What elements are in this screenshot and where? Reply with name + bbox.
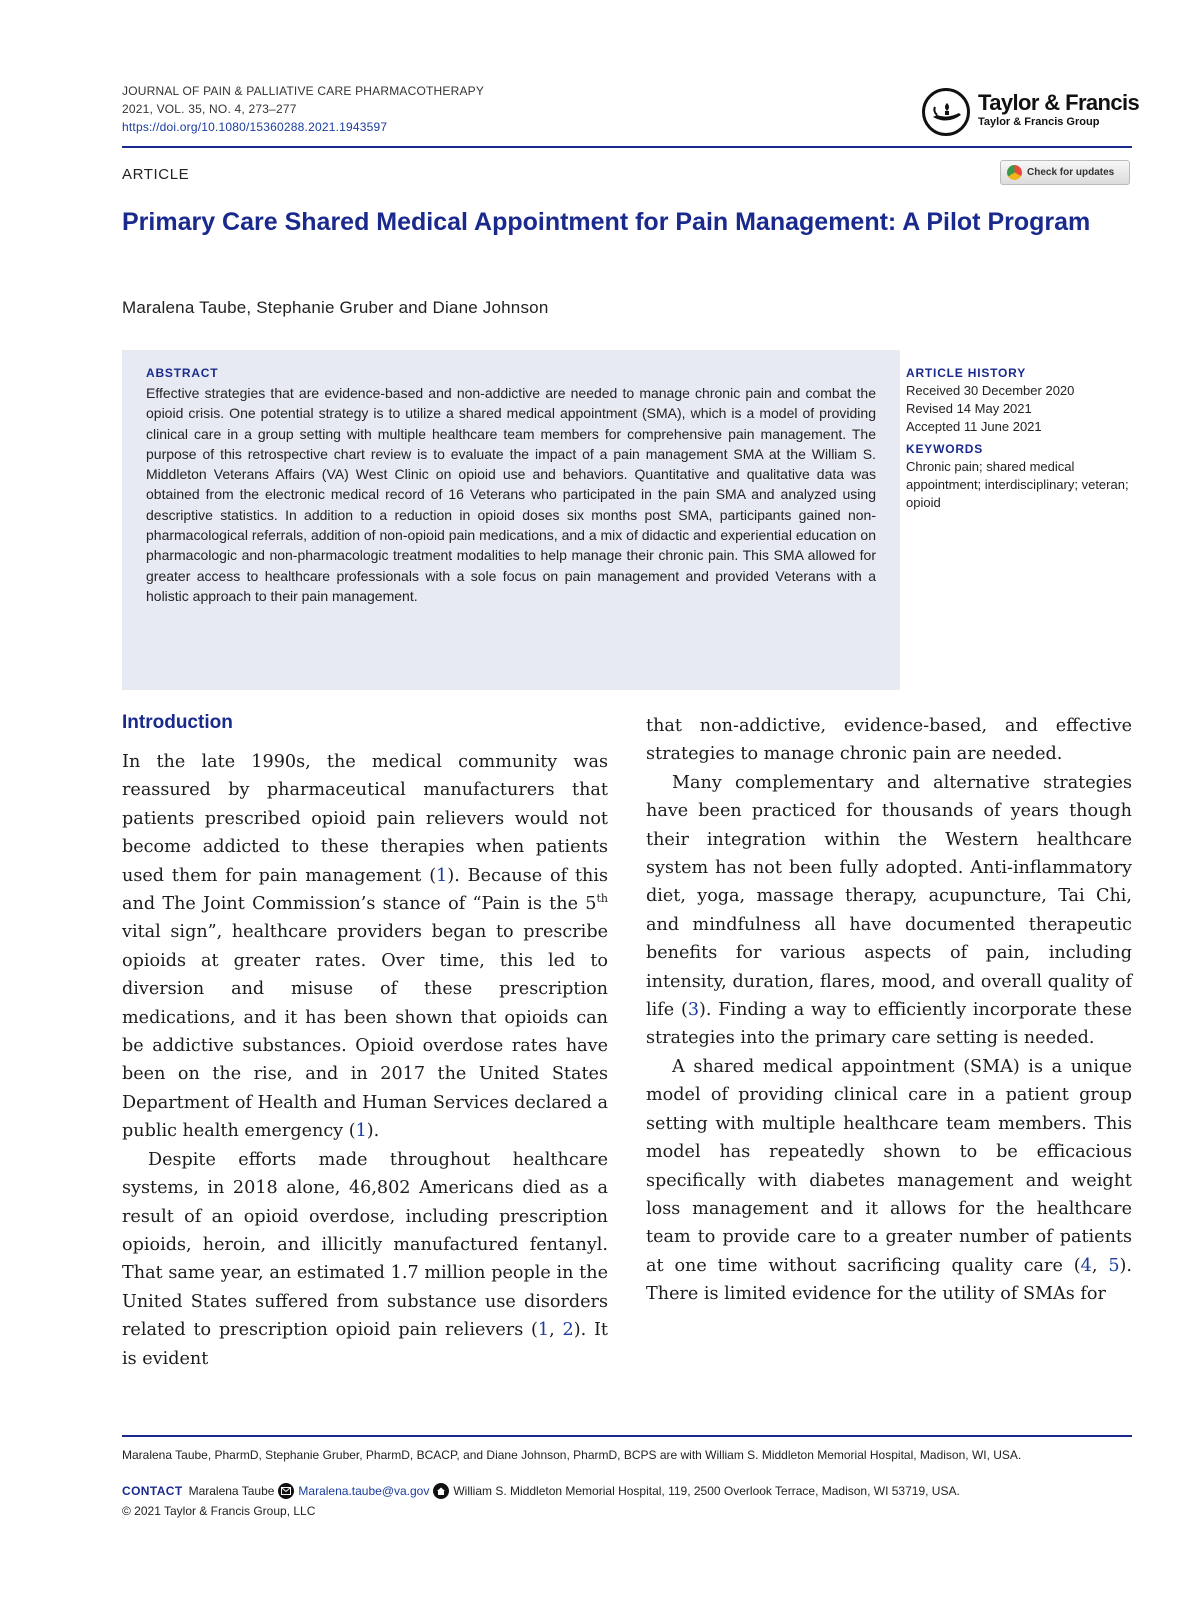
publisher-name: Taylor & Francis [978,90,1140,115]
author-affiliation: Maralena Taube, PharmD, Stephanie Gruber, PharmD, BCACP, and Diane Johnson, PharmD, BCPS are with William S. Middleton Memorial Hospital, Madison, WI, USA. [122,1448,1022,1462]
received-date: Received 30 December 2020 [906,383,1075,398]
author-list: Maralena Taube, Stephanie Gruber and Diane Johnson [122,298,549,317]
abstract-box [122,350,900,690]
abstract-text: Effective strategies that are evidence-based and non-addictive are needed to manage chronic pain and combat the opioid crisis. One potential strategy is to utilize a shared medical appointment (SMA), which is a model of providing clinical care in a group setting with multiple healthcare team members for comprehensive pain management. The purpose of this retrospective chart review is to evaluate the impact of a pain management SMA at the William S. Middleton Veterans Affairs (VA) West Clinic on opioid use and behaviors. Quantitative and qualitative data was obtained from the electronic medical record of 16 Veterans who participated in the pain SMA and analyzed using descriptive statistics. In addition to a reduction in opioid doses six months post SMA, participants gained non-pharmacological referrals, addition of non-opioid pain medications, and a mix of didactic and experiential education on pharmacologic and non-pharmacologic treatment modalities to help manage their chronic pain. This SMA allowed for greater access to healthcare professionals with a sole focus on pain management and provided Veterans with a holistic approach to their pain management. [146,385,876,604]
contact-name: Maralena Taube [188,1484,275,1498]
citation-link[interactable]: 1 [436,865,448,886]
footer-rule [122,1435,1132,1437]
paragraph: Despite efforts made throughout healthcare systems, in 2018 alone, 46,802 Americans died as a result of an opioid overdose, including prescription opioids, heroin, and illicitly manufactured fentanyl. That same year, an estimated 1.7 million people in the United States suffered from substance use disorders related to prescription opioid pain relievers (1, 2). It is evident [122,1149,609,1369]
contact-line [122,1482,1142,1500]
citation-link[interactable]: 1 [537,1320,550,1341]
body-column-left [122,712,608,1373]
citation-link[interactable]: 3 [687,1000,700,1021]
article-sidebar [906,366,1134,512]
article-title: Primary Care Shared Medical Appointment for Pain Management: A Pilot Program [122,208,1091,236]
paragraph: In the late 1990s, the medical community was reassured by pharmaceutical manufacturers that patients prescribed opioid pain relievers would not become addicted to these therapies when patients used them for pain management (1). Because of this and The Joint Commission’s stance of “Pain is the 5th vital sign”, healthcare providers began to prescribe opioids at greater rates. Over time, this led to diversion and misuse of these prescription medications, and it has been shown that opioids can be addictive substances. Opioid overdose rates have been on the rise, and in 2017 the United States Department of Health and Human Services declared a public health emergency (1). [122,752,608,1142]
citation-link[interactable]: 5 [1108,1255,1120,1276]
check-for-updates-label: Check for updates [1027,167,1115,178]
journal-volume: 2021, VOL. 35, NO. 4, 273–277 [122,102,297,116]
doi-link[interactable]: https://doi.org/10.1080/15360288.2021.1943597 [122,120,388,134]
paragraph: Many complementary and alternative strategies have been practiced for thousands of years though their integration within the Western healthcare system has not been fully adopted. Anti-inflammatory diet, yoga, massage therapy, acupuncture, Tai Chi, and mindfulness all have documented therapeutic benefits for various aspects of pain, including intensity, duration, flares, mood, and overall quality of life (3). Finding a way to efficiently incorporate these strategies into the primary care setting is needed. [646,772,1132,1049]
address-icon [433,1483,449,1499]
check-for-updates-button[interactable] [1000,160,1130,185]
lamp-icon [922,88,970,136]
article-history-heading: ARTICLE HISTORY [906,366,1027,380]
body-column-right [646,712,1132,1309]
revised-date: Revised 14 May 2021 [906,401,1032,416]
contact-label: CONTACT [122,1484,183,1498]
article-type-label: ARTICLE [122,166,190,183]
header-rule [122,146,1132,148]
contact-address: William S. Middleton Memorial Hospital, 119, 2500 Overlook Terrace, Madison, WI 53719, USA. [453,1484,960,1498]
introduction-heading: Introduction [122,712,233,733]
email-icon [278,1483,294,1499]
paragraph: that non-addictive, evidence-based, and effective strategies to manage chronic pain are needed. [646,716,1132,765]
journal-name: JOURNAL OF PAIN & PALLIATIVE CARE PHARMACOTHERAPY [122,84,485,98]
citation-link[interactable]: 2 [562,1320,574,1341]
copyright: © 2021 Taylor & Francis Group, LLC [122,1504,316,1518]
publisher-group: Taylor & Francis Group [978,116,1100,128]
paragraph: A shared medical appointment (SMA) is a unique model of providing clinical care in a patient group setting with multiple healthcare team members. This model has repeatedly shown to be efficacious specifically with diabetes management and weight loss management and it allows for the healthcare team to provide care to a greater number of patients at one time without sacrificing quality care (4, 5). There is limited evidence for the utility of SMAs for [646,1056,1133,1305]
citation-link[interactable]: 4 [1080,1255,1092,1276]
contact-email-link[interactable]: Maralena.taube@va.gov [298,1484,430,1498]
keywords-heading: KEYWORDS [906,442,984,456]
accepted-date: Accepted 11 June 2021 [906,419,1042,434]
publisher-logo[interactable] [922,88,1140,138]
crossmark-icon [1007,165,1022,180]
journal-meta [122,82,484,136]
keywords-text: Chronic pain; shared medical appointment; interdisciplinary; veteran; opioid [906,459,1129,510]
citation-link[interactable]: 1 [355,1121,367,1142]
abstract-heading: ABSTRACT [146,366,219,380]
